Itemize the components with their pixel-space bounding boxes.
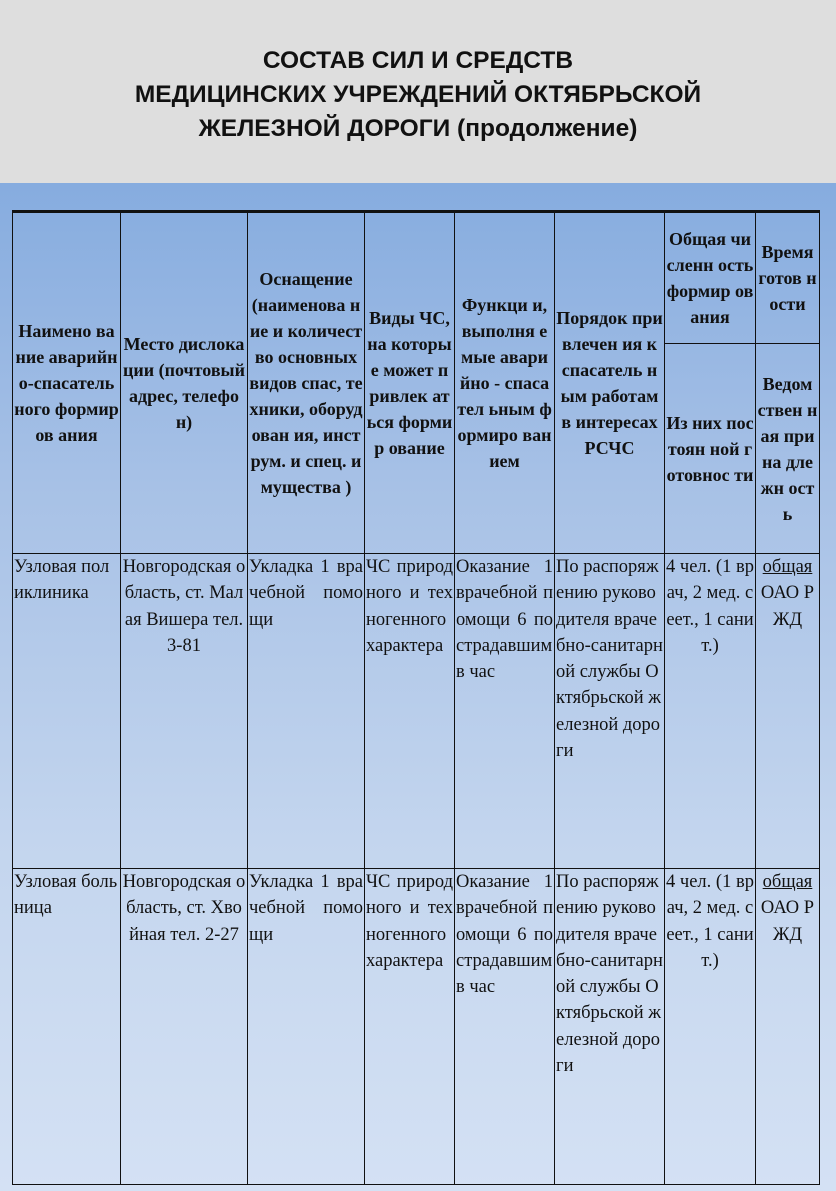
row-2-emergency-types: ЧС природного и техногенного характера (365, 869, 455, 1185)
header-order: Порядок привлечен ия к спасатель ным работам в интересах РСЧС (555, 212, 665, 554)
row-1-functions: Оказание 1 врачебной помощи 6 пострадавшим в час (455, 554, 555, 869)
row-1-emergency-types: ЧС природного и техногенного характера (365, 554, 455, 869)
row-2-affiliation-owner: общая (762, 872, 813, 892)
row-1-permanent: 4 чел. (1 врач, 2 мед. сеет., 1 санит.) (665, 554, 756, 869)
header-location: Место дислокации (почтовый адрес, телефон) (121, 212, 248, 554)
row-2-order: По распоряжению руководителя врачебно-санитарной службы Октябрьской железной дороги (555, 869, 665, 1185)
row-2-name: Узловая больница (13, 869, 121, 1185)
row-1-order: По распоряжению руководителя врачебно-санитарной службы Октябрьской железной дороги (555, 554, 665, 869)
row-2-affiliation-org: ОАО РЖД (760, 898, 815, 945)
row-2-location: Новгородская область, ст. Хвойная тел. 2-27 (121, 869, 248, 1185)
title-line-2: МЕДИЦИНСКИХ УЧРЕЖДЕНИЙ ОКТЯБРЬСКОЙ (134, 81, 702, 108)
header-permanent: Из них постоян ной готовнос ти (665, 344, 756, 554)
header-equipment: Оснащение (наименова ние и количество основных видов спас, техники, оборудован ия, инструм. и спец. имущества ) (248, 212, 365, 554)
header-affiliation: Ведом ствен ная прина длежн ость (756, 344, 820, 554)
row-2-functions: Оказание 1 врачебной помощи 6 пострадавшим в час (455, 869, 555, 1185)
row-1-affiliation-owner: общая (762, 557, 813, 577)
header-emergency-types: Виды ЧС, на которые может привлек аться формир ование (365, 212, 455, 554)
row-1-affiliation (756, 554, 820, 869)
forces-table (12, 210, 820, 1185)
row-2-permanent: 4 чел. (1 врач, 2 мед. сеет., 1 санит.) (665, 869, 756, 1185)
title-line-1: СОСТАВ СИЛ И СРЕДСТВ (262, 47, 574, 74)
table-row (13, 869, 820, 1185)
header-total: Общая численн ость формир ования (665, 212, 756, 344)
table-row (13, 554, 820, 869)
row-1-location: Новгородская область, ст. Малая Вишера тел. 3-81 (121, 554, 248, 869)
row-1-name: Узловая поликлиника (13, 554, 121, 869)
row-2-equipment: Укладка 1 врачебной помощи (248, 869, 365, 1185)
page-title (0, 44, 836, 146)
row-2-affiliation (756, 869, 820, 1185)
header-functions: Функци и, выполня емые аварийно - спасател ьным формиро ванием (455, 212, 555, 554)
row-1-affiliation-org: ОАО РЖД (760, 583, 815, 630)
header-name: Наимено вание аварийно-спасатель ного формиров ания (13, 212, 121, 554)
row-1-equipment: Укладка 1 врачебной помощи (248, 554, 365, 869)
header-readiness-time: Время готов ности (756, 212, 820, 344)
title-line-3: ЖЕЛЕЗНОЙ ДОРОГИ (продолжение) (198, 115, 638, 142)
